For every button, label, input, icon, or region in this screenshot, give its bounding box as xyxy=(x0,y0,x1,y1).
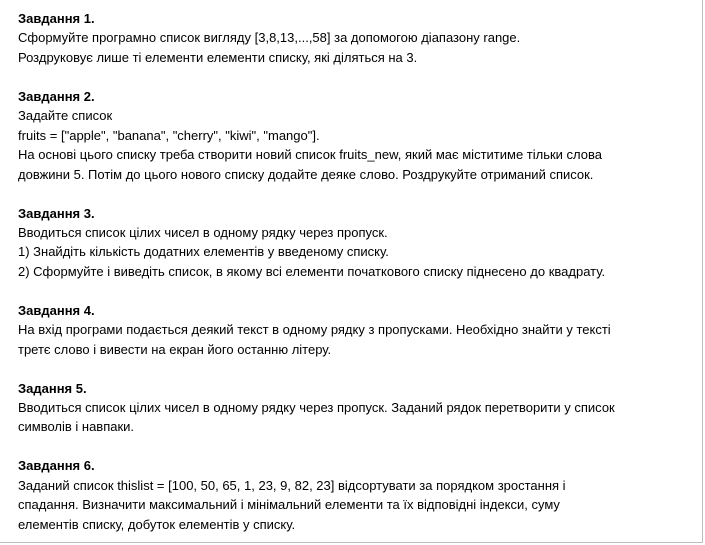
task-1-title: Завдання 1. xyxy=(18,11,95,26)
task-5 xyxy=(18,379,698,437)
task-2-line-1: Задайте список xyxy=(18,108,113,124)
task-6-line-3: елементів списку, добуток елементів у списку. xyxy=(18,516,296,532)
task-4-line-2: третє слово і вивести на екран його останню літеру. xyxy=(18,341,332,357)
task-3-line-3: 2) Сформуйте і виведіть список, в якому всі елементи початкового списку піднесено до квадрату. xyxy=(18,263,606,279)
task-6-title: Завдання 6. xyxy=(18,458,95,474)
document-body xyxy=(18,9,698,534)
task-2-line-2: fruits = ["apple", "banana", "cherry", "kiwi", "mango"]. xyxy=(18,127,320,143)
task-3-title: Завдання 3. xyxy=(18,205,95,221)
task-1-line-1: Сформуйте програмно список вигляду [3,8,13,...,58] за допомогою діапазону range. xyxy=(18,30,521,46)
task-5-title: Задання 5. xyxy=(18,380,87,396)
task-6 xyxy=(18,456,698,534)
task-2-line-4: довжини 5. Потім до цього нового списку додайте деяке слово. Роздрукуйте отриманий список. xyxy=(18,166,594,182)
task-3-line-2: 1) Знайдіть кількість додатних елементів у введеному списку. xyxy=(18,244,389,260)
task-6-line-1: Заданий список thislist = [100, 50, 65, 1, 23, 9, 82, 23] відсортувати за порядком зростання і xyxy=(18,477,566,493)
task-4-line-1: На вхід програми подається деякий текст в одному рядку з пропусками. Необхідно знайти у тексті xyxy=(18,322,611,338)
task-5-line-1: Вводиться список цілих чисел в одному рядку через пропуск. Заданий рядок перетворити у список xyxy=(18,400,615,415)
task-2 xyxy=(18,87,698,184)
task-4 xyxy=(18,301,698,359)
task-1 xyxy=(18,9,698,67)
task-3-line-1: Вводиться список цілих чисел в одному рядку через пропуск. xyxy=(18,224,388,240)
task-1-line-2: Роздруковує лише ті елементи елементи списку, які діляться на 3. xyxy=(18,49,418,65)
task-2-line-3: На основі цього списку треба створити новий список fruits_new, який має міститиме тільки слова xyxy=(18,147,602,163)
task-6-line-2: спадання. Визначити максимальний і мінімальний елементи та їх відповідні індекси, суму xyxy=(18,497,560,513)
task-2-title: Завдання 2. xyxy=(18,88,95,104)
task-4-title: Завдання 4. xyxy=(18,302,95,318)
task-5-line-2: символів і навпаки. xyxy=(18,419,135,435)
task-3 xyxy=(18,204,698,282)
